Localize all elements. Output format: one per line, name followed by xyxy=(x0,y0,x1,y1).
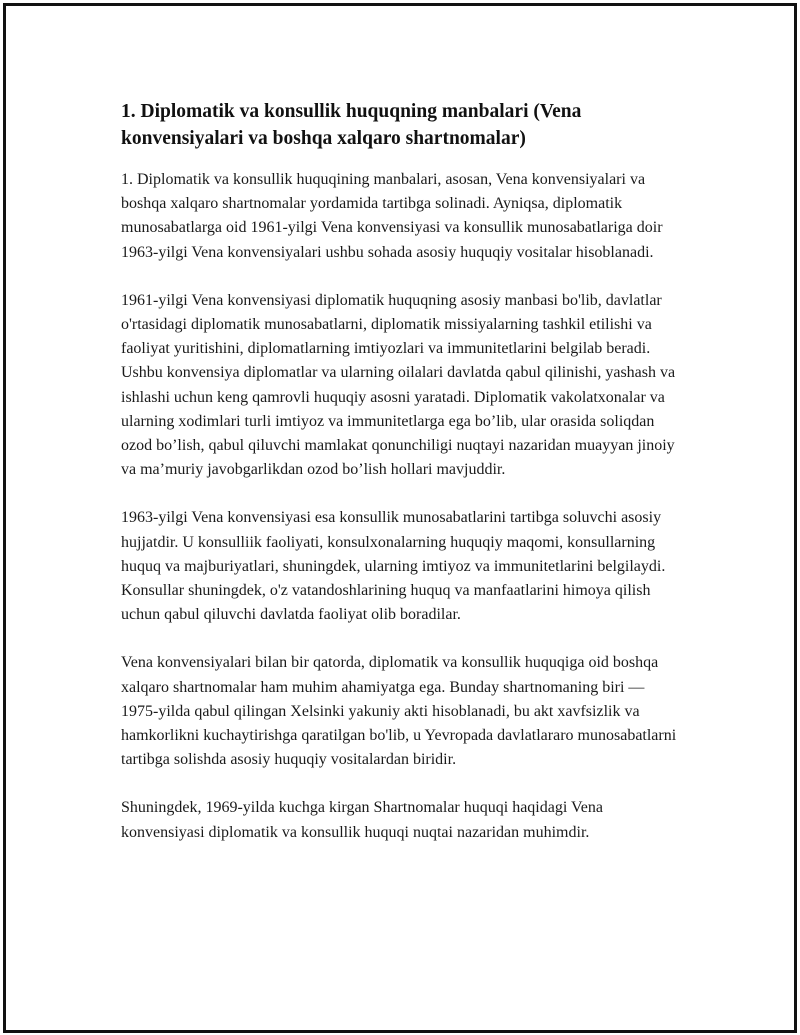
paragraph-1969-convention: Shuningdek, 1969-yilda kuchga kirgan Shartnomalar huquqi haqidagi Vena konvensiyasi diplomatik va konsullik huquqi nuqtai nazaridan muhimdir. xyxy=(121,799,603,841)
paragraph-other-treaties: Vena konvensiyalari bilan bir qatorda, diplomatik va konsullik huquqiga oid boshqa xalqaro shartnomalar ham muhim ahamiyatga ega. Bunday shartnomaning biri — 1975-yilda qabul qilingan Xelsinki yakuniy akti hisoblanadi, bu akt xavfsizlik va hamkorlikni kuchaytirishga qaratilgan bo'lib, u Yevropada davlatlararo munosabatlarni tartibga solishda asosiy huquqiy vositalardan biridir. xyxy=(121,654,677,769)
paragraph-1961-convention: 1961-yilgi Vena konvensiyasi diplomatik huquqning asosiy manbasi bo'lib, davlatlar o'rtasidagi diplomatik munosabatlarni, diplomatik missiyalarning tashkil etilishi va faoliyat yuritishini, diplomatlarning imtiyozlari va immunitetlarini belgilab beradi. Ushbu konvensiya diplomatlar va ularning oilalari davlatda qabul qilinishi, yashash va ishlashi uchun keng qamrovli huquqiy asosni yaratadi. Diplomatik vakolatxonalar va ularning xodimlari turli imtiyoz va immunitetlarga ega bo’lib, ular orasida soliqdan ozod bo’lish, qabul qiluvchi mamlakat qonunchiligi nuqtayi nazaridan muayyan jinoiy va ma’muriy javobgarlikdan ozod bo’lish hollari mavjuddir. xyxy=(121,291,676,479)
page-frame xyxy=(3,3,797,1033)
document-body xyxy=(121,98,681,869)
paragraph-1963-convention: 1963-yilgi Vena konvensiyasi esa konsullik munosabatlarini tartibga soluvchi asosiy hujjatdir. U konsulliik faoliyati, konsulxonalarning huquqiy maqomi, konsullarning huquq va majburiyatlari, shuningdek, ularning imtiyoz va immunitetlarini belgilaydi. Konsullar shuningdek, o'z vatandoshlarining huquq va manfaatlarini himoya qilish uchun qabul qiluvchi davlatda faoliyat olib boradilar. xyxy=(121,509,666,624)
document-title: 1. Diplomatik va konsullik huquqning manbalari (Vena konvensiyalari va boshqa xalqaro shartnomalar) xyxy=(121,101,582,149)
paragraph-intro: 1. Diplomatik va konsullik huquqining manbalari, asosan, Vena konvensiyalari va boshqa xalqaro shartnomalar yordamida tartibga solinadi. Ayniqsa, diplomatik munosabatlarga oid 1961-yilgi Vena konvensiyasi va konsullik munosabatlariga doir 1963-yilgi Vena konvensiyalari ushbu sohada asosiy huquqiy vositalar hisoblanadi. xyxy=(121,171,663,261)
